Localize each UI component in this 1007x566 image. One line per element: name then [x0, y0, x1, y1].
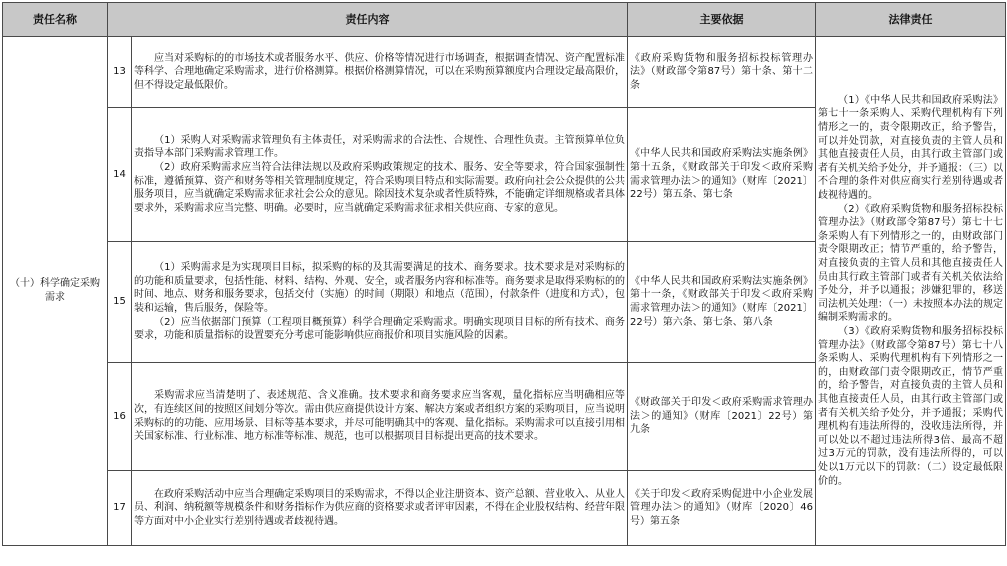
header-basis: 主要依据 [628, 3, 816, 37]
legal-paragraph: （2）《政府采购货物和服务招标投标管理办法》（财政部令第87号）第七十七条采购人有下列情形之一的，由财政部门责令限期改正；情节严重的，给予警告，对直接负责的主管人员和其他直接责任人员由其行政主管部门或者有关机关依法给予处分，并予以通报；涉嫌犯罪的，移送司法机关处理：（一）未按照本办法的规定编制采购需求的。 [818, 203, 1003, 324]
basis-cell: 《政府采购货物和服务招标投标管理办法》（财政部令第87号）第十条、第十二条 [628, 37, 816, 108]
responsibility-table [2, 2, 1006, 546]
row-number: 14 [108, 108, 132, 242]
row-number: 15 [108, 242, 132, 363]
header-row [3, 3, 1006, 37]
content-cell [132, 108, 628, 242]
legal-paragraph: （3）《政府采购货物和服务招标投标管理办法》（财政部令第87号）第七十八条采购人、采购代理机构有下列情形之一的，由财政部门责令限期改正，情节严重的，给予警告，对直接负责的主管人员和其他直接责任人员，由其行政主管部门或者有关机关给予处分，并予通报；采购代理机构有违法所得的，没收违法所得，并可以处以不超过违法所得3倍、最高不超过3万元的罚款，没有违法所得的，可以处以1万元以下的罚款：（二）设定最低限价的。 [818, 325, 1003, 487]
content-paragraph: （1）采购人对采购需求管理负有主体责任，对采购需求的合法性、合规性、合理性负责。主管预算单位负责指导本部门采购需求管理工作。 [134, 134, 625, 160]
content-paragraph: （2）政府采购需求应当符合法律法规以及政府采购政策规定的技术、服务、安全等要求，符合国家强制性标准，遵循预算、资产和财务等相关管理制度规定，符合采购项目特点和实际需要。政府向社会公众提供的公共服务项目，应当就确定采购需求征求社会公众的意见。除因技术复杂或者性质特殊，不能确定详细规格或者具体要求外，采购需求应当完整、明确。必要时，应当就确定采购需求征求相关供应商、专家的意见。 [134, 161, 625, 214]
legal-paragraph: （1）《中华人民共和国政府采购法》第七十一条采购人、采购代理机构有下列情形之一的，责令限期改正，给予警告，可以并处罚款，对直接负责的主管人员和其他直接责任人员，由其行政主管部门或者有关机关给予处分，并予通报：（三）以不合理的条件对供应商实行差别待遇或者歧视待遇的。 [818, 94, 1003, 202]
table-row [3, 37, 1006, 108]
row-number: 13 [108, 37, 132, 108]
content-cell [132, 363, 628, 471]
basis-cell: 《中华人民共和国政府采购法实施条例》第十一条，《财政部关于印发＜政府采购需求管理办法＞的通知》（财库〔2021〕22号）第六条、第七条、第八条 [628, 242, 816, 363]
content-paragraph: （2）应当依据部门预算（工程项目概预算）科学合理确定采购需求。明确实现项目目标的所有技术、商务要求，功能和质量指标的设置要充分考虑可能影响供应商报价和项目实施风险的因素。 [134, 316, 625, 342]
basis-cell: 《关于印发＜政府采购促进中小企业发展管理办法＞的通知》（财库〔2020〕46号）第五条 [628, 471, 816, 546]
content-paragraph: （1）采购需求是为实现项目目标，拟采购的标的及其需要满足的技术、商务要求。技术要求是对采购标的的功能和质量要求，包括性能、材料、结构、外观、安全，或者服务内容和标准等。商务要求是取得采购标的的时间、地点、财务和服务要求，包括交付（实施）的时间（期限）和地点（范围），付款条件（进度和方式），包装和运输，售后服务，保险等。 [134, 262, 625, 314]
content-paragraph: 在政府采购活动中应当合理确定采购项目的采购需求，不得以企业注册资本、资产总额、营业收入、从业人员、利润、纳税额等规模条件和财务指标作为供应商的资格要求或者评审因素，不得在企业股权结构、经营年限等方面对中小企业实行差别待遇或者歧视待遇。 [134, 488, 625, 527]
content-paragraph: 应当对采购标的的市场技术或者服务水平、供应、价格等情况进行市场调查，根据调查情况、资产配置标准等科学、合理地确定采购需求，进行价格测算。根据价格测算情况，可以在采购预算额度内合理设定最高限价，但不得设定最低限价。 [134, 52, 625, 91]
basis-cell: 《财政部关于印发＜政府采购需求管理办法＞的通知》（财库〔2021〕22号）第九条 [628, 363, 816, 471]
category-cell: （十）科学确定采购需求 [3, 37, 108, 546]
content-cell [132, 471, 628, 546]
row-number: 16 [108, 363, 132, 471]
header-content: 责任内容 [108, 3, 628, 37]
header-name: 责任名称 [3, 3, 108, 37]
basis-cell: 《中华人民共和国政府采购法实施条例》第十五条，《财政部关于印发＜政府采购需求管理办法＞的通知》（财库〔2021〕22号）第五条、第七条 [628, 108, 816, 242]
legal-cell [816, 37, 1006, 546]
content-cell [132, 242, 628, 363]
content-paragraph: 采购需求应当清楚明了、表述规范、含义准确。技术要求和商务要求应当客观，量化指标应当明确相应等次，有连续区间的按照区间划分等次。需由供应商提供设计方案、解决方案或者组织方案的采购项目，应当说明采购标的的功能、应用场景、目标等基本要求，并尽可能明确其中的客观、量化指标。采购需求可以直接引用相关国家标准、行业标准、地方标准等标准、规范，也可以根据项目目标提出更高的技术要求。 [134, 390, 625, 443]
header-legal: 法律责任 [816, 3, 1006, 37]
content-cell [132, 37, 628, 108]
row-number: 17 [108, 471, 132, 546]
